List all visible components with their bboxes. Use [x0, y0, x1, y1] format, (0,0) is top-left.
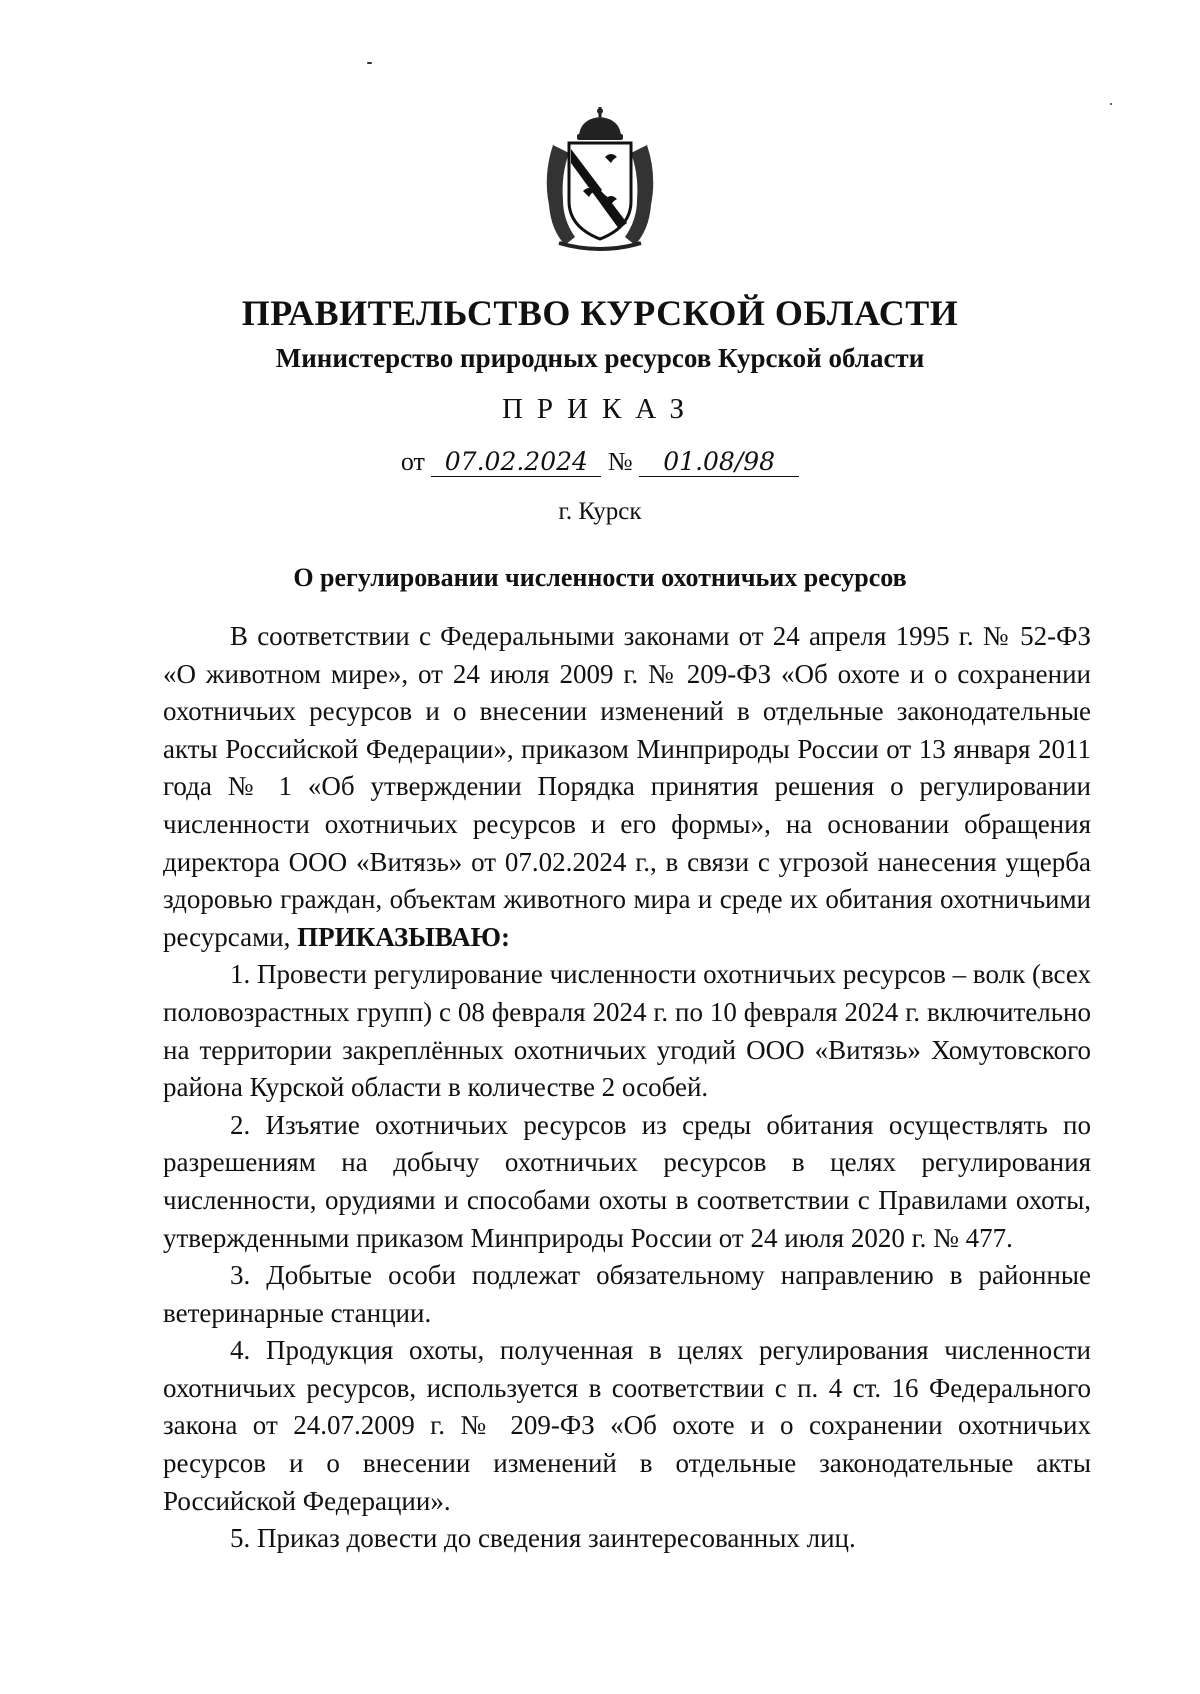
- preamble-text: В соответствии с Федеральными законами от 24 апреля 1995 г. № 52-ФЗ «О животном мире», от 24 июля 2009 г. № 209-ФЗ «Об охоте и о сохранении охотничьих ресурсов и о внесении изменений в отдельные законодательные акты Российской Федерации», приказом Минприроды России от 13 января 2011 года № 1 «Об утверждении Порядка принятия решения о регулировании численности охотничьих ресурсов и его формы», на основании обращения директора ООО «Витязь» от 07.02.2024 г., в связи с угрозой нанесения ущерба здоровью граждан, объектам животного мира и среде их обитания охотничьими ресурсами,: [163, 621, 1091, 952]
- order-body: [163, 618, 1091, 1558]
- order-item-2: 2. Изъятие охотничьих ресурсов из среды обитания осуществлять по разрешениям на добычу охотничьих ресурсов в целях регулирования численности, орудиями и способами охоты в соответствии с Правилами охоты, утвержденными приказом Минприроды России от 24 июля 2020 г. № 477.: [163, 1109, 1091, 1253]
- order-item-5: 5. Приказ довести до сведения заинтересованных лиц.: [230, 1523, 856, 1554]
- order-item-1: 1. Провести регулирование численности охотничьих ресурсов – волк (всех половозрастных групп) с 08 февраля 2024 г. по 10 февраля 2024 г. включительно на территории закреплённых охотничьих угодий ООО «Витязь» Хомутовского района Курской области в количестве 2 особей.: [163, 959, 1091, 1103]
- order-subject: О регулировании численности охотничьих ресурсов: [293, 563, 907, 592]
- ministry-name: Министерство природных ресурсов Курской области: [275, 343, 925, 373]
- handwritten-date: 07.02.2024: [431, 448, 601, 477]
- kursk-coat-of-arms-icon: [535, 105, 665, 255]
- scan-speck: [367, 62, 372, 64]
- command-suffix: :: [501, 921, 510, 952]
- city-name: г. Курск: [558, 498, 642, 525]
- document-type: ПРИКАЗ: [501, 393, 699, 425]
- order-item-3: 3. Добытые особи подлежат обязательному направлению в районные ветеринарные станции.: [163, 1260, 1091, 1328]
- number-prefix: №: [607, 447, 633, 476]
- order-item-4: 4. Продукция охоты, полученная в целях регулирования численности охотничьих ресурсов, используется в соответствии с п. 4 ст. 16 Федерального закона от 24.07.2009 г. № 209-ФЗ «Об охоте и о сохранении охотничьих ресурсов и о внесении изменений в отдельные законодательные акты Российской Федерации».: [163, 1335, 1091, 1516]
- preamble-paragraph: [163, 618, 1091, 956]
- date-prefix: от: [400, 447, 425, 476]
- handwritten-number: 01.08/98: [639, 448, 799, 477]
- date-number-line: [0, 447, 1200, 477]
- scan-speck: [1110, 103, 1112, 105]
- command-word: ПРИКАЗЫВАЮ: [297, 921, 501, 952]
- government-title: ПРАВИТЕЛЬСТВО КУРСКОЙ ОБЛАСТИ: [241, 293, 959, 333]
